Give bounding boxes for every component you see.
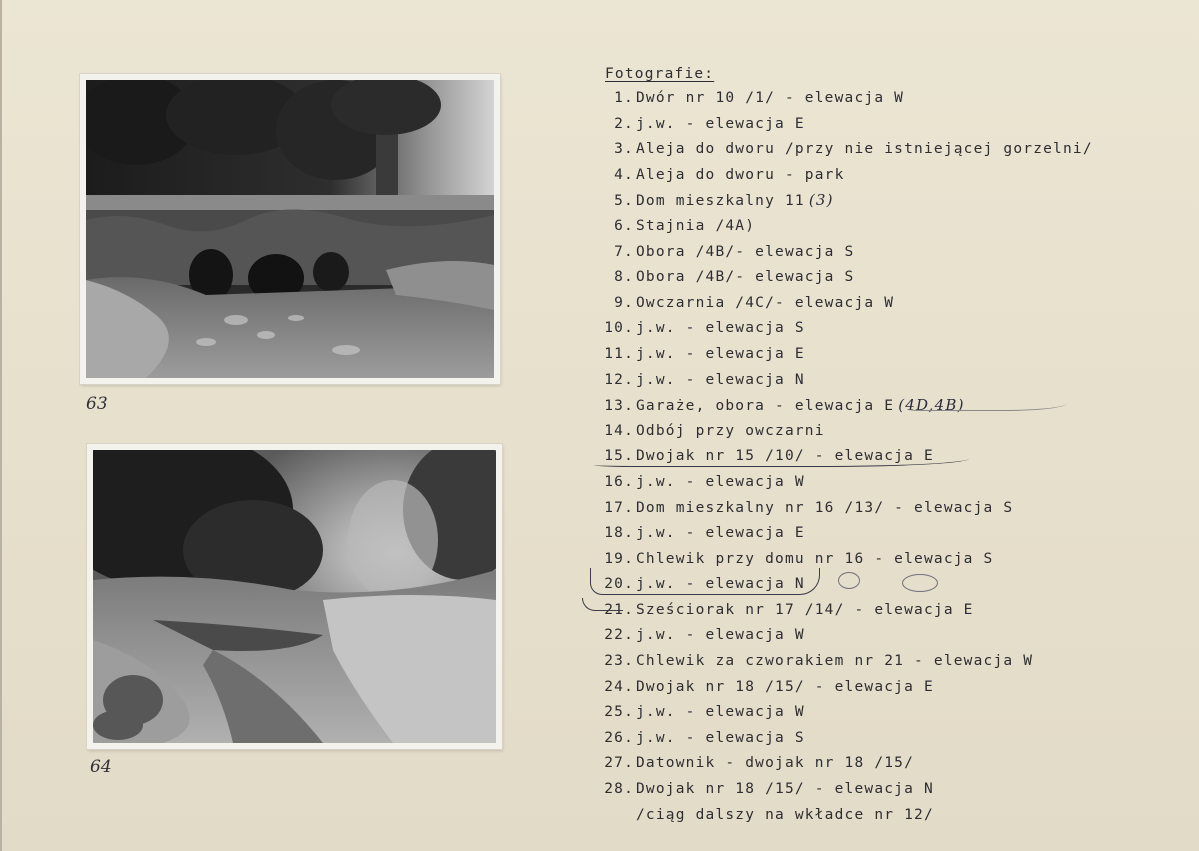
list-item-text: Chlewik przy domu nr 16 - elewacja S	[636, 550, 994, 567]
list-item-text: Dwór nr 10 /1/ - elewacja W	[636, 90, 905, 106]
list-item-number: 19.	[604, 550, 634, 567]
list-item	[594, 214, 1154, 240]
list-item-text: /ciąg dalszy na wkładce nr 12/	[636, 806, 934, 823]
list-item	[594, 291, 1154, 317]
list-item-text: j.w. - elewacja N	[636, 371, 805, 388]
list-item-number: 8.	[614, 269, 634, 286]
list-item-number: 2.	[614, 115, 634, 132]
pen-mark-row-21	[582, 598, 623, 611]
list-item-number: 28.	[604, 781, 634, 798]
list-item-text: Datownik - dwojak nr 18 /15/	[636, 755, 915, 772]
list-item-text: Garaże, obora - elewacja E	[636, 398, 895, 415]
list-item-number: 20.	[604, 576, 634, 593]
list-item-text: Aleja do dworu - park	[636, 166, 845, 183]
list-item	[594, 163, 1154, 189]
list-item-number: 12.	[604, 371, 634, 388]
pen-bracket-row-20	[590, 568, 820, 595]
list-item	[594, 368, 1154, 394]
list-item-number: 4.	[614, 166, 634, 183]
photo-number-63: 63	[86, 394, 108, 414]
list-item-number: 16.	[604, 473, 634, 490]
handwritten-note: (4D,4B)	[898, 396, 965, 415]
list-item	[594, 726, 1154, 752]
list-item	[594, 419, 1154, 445]
list-item	[594, 751, 1154, 777]
list-item	[594, 137, 1154, 163]
photo-bridge-image	[86, 80, 494, 378]
list-header: Fotografie:	[605, 66, 715, 82]
list-item-number: 7.	[614, 243, 634, 260]
list-item-number: 24.	[604, 678, 634, 695]
list-item	[594, 700, 1154, 726]
list-item	[594, 240, 1154, 266]
list-item	[594, 496, 1154, 522]
pencil-mark-row-20-a	[838, 572, 860, 589]
list-item-text: j.w. - elewacja E	[636, 115, 805, 132]
list-item	[594, 649, 1154, 675]
list-item-text: Aleja do dworu /przy nie istniejącej gorzelni/	[636, 141, 1093, 158]
list-item-number: 17.	[604, 499, 634, 516]
list-item-text: Dwojak nr 15 /10/ - elewacja E	[636, 448, 934, 465]
photo-number-64: 64	[90, 757, 112, 777]
list-item	[594, 316, 1154, 342]
list-item	[594, 777, 1154, 803]
list-item-number: 10.	[604, 320, 634, 337]
list-item-text: Obora /4B/- elewacja S	[636, 243, 855, 260]
list-item-text: j.w. - elewacja N	[636, 576, 805, 593]
list-item-number: 22.	[604, 627, 634, 644]
list-item	[594, 521, 1154, 547]
list-item-text: j.w. - elewacja W	[636, 704, 805, 721]
list-item-text: Stajnia /4A)	[636, 217, 756, 234]
pencil-mark-row-20-b	[902, 574, 938, 592]
pen-underline-row-13	[907, 392, 1067, 411]
list-item-number: 27.	[604, 755, 634, 772]
list-item-text: Odbój przy owczarni	[636, 422, 825, 439]
list-item-number: 21.	[604, 601, 634, 618]
list-item	[594, 86, 1154, 112]
list-item-number: 14.	[604, 422, 634, 439]
list-item-text: j.w. - elewacja E	[636, 525, 805, 542]
list-item-number: 18.	[604, 525, 634, 542]
list-item	[594, 470, 1154, 496]
list-item-text: Obora /4B/- elewacja S	[636, 269, 855, 286]
photo-stream-path	[87, 444, 502, 749]
list-item-number: 23.	[604, 653, 634, 670]
list-item	[594, 803, 1154, 829]
list-item	[594, 598, 1154, 624]
list-item-number: 15.	[604, 448, 634, 465]
list-item-text: Chlewik za czworakiem nr 21 - elewacja W	[636, 653, 1034, 670]
handwritten-note: (3)	[808, 191, 834, 210]
list-item-text: j.w. - elewacja S	[636, 320, 805, 337]
list-item	[594, 623, 1154, 649]
list-item-number: 13.	[604, 398, 634, 415]
list-item-text: Owczarnia /4C/- elewacja W	[636, 294, 895, 311]
list-item	[594, 675, 1154, 701]
list-item-text: Dom mieszkalny nr 16 /13/ - elewacja S	[636, 499, 1014, 516]
pen-underline-row-15	[594, 446, 969, 467]
list-item-text: j.w. - elewacja E	[636, 345, 805, 362]
list-item-text: j.w. - elewacja W	[636, 627, 805, 644]
list-item-number: 25.	[604, 704, 634, 721]
list-item-number: 11.	[604, 345, 634, 362]
list-item-text: Dwojak nr 18 /15/ - elewacja N	[636, 781, 934, 798]
list-item-number: 9.	[614, 294, 634, 311]
list-item-number: 26.	[604, 729, 634, 746]
photo-stream-image	[93, 450, 496, 743]
list-item-number: 5.	[614, 193, 634, 210]
list-item	[594, 393, 1154, 419]
list-item-text: j.w. - elewacja W	[636, 473, 805, 490]
list-item-text: Dwojak nr 18 /15/ - elewacja E	[636, 678, 934, 695]
list-item-number: 1.	[614, 90, 634, 106]
list-item	[594, 342, 1154, 368]
list-item-number: 3.	[614, 141, 634, 158]
list-item	[594, 188, 1154, 214]
list-item	[594, 112, 1154, 138]
list-item-text: Dom mieszkalny 11	[636, 193, 805, 210]
list-item	[594, 265, 1154, 291]
list-item-text: Sześciorak nr 17 /14/ - elewacja E	[636, 601, 974, 618]
list-item-number: 6.	[614, 217, 634, 234]
list-item-text: j.w. - elewacja S	[636, 729, 805, 746]
photo-bridge-stream	[80, 74, 500, 384]
